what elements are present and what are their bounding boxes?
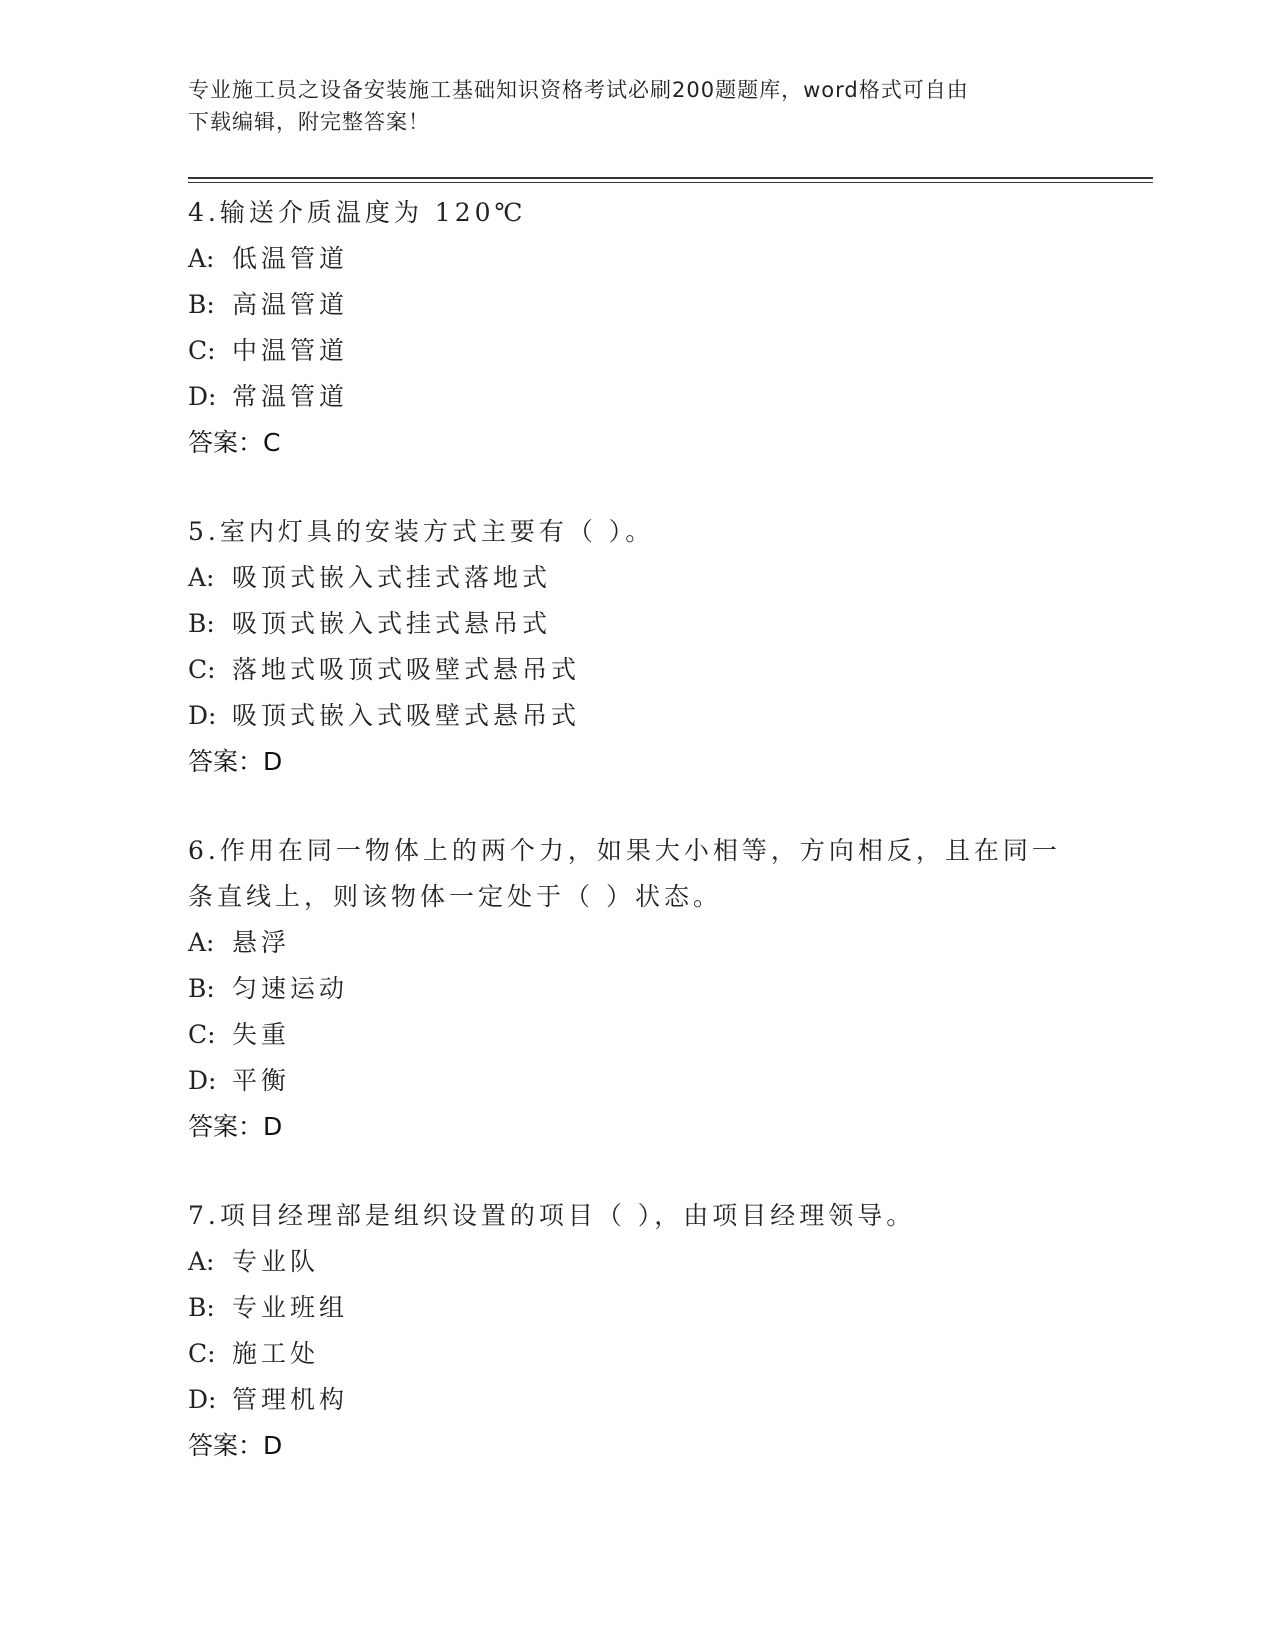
option-key: C: [188,336,216,365]
option-key: B: [188,974,215,1003]
option-a [188,555,1088,601]
answer: 答案：D [188,1431,283,1460]
option-d [188,1058,1088,1104]
option-text: 管理机构 [232,1385,349,1414]
option-key: A: [188,244,215,273]
option-text: 落地式吸顶式吸壁式悬吊式 [232,655,581,684]
question-5 [188,509,1088,785]
option-d [188,693,1088,739]
option-a [188,236,1088,282]
header-line-2: 下载编辑，附完整答案！ [188,110,430,134]
option-key: C: [188,1339,216,1368]
question-6 [188,828,1088,1150]
option-key: B: [188,1293,215,1322]
question-list [188,190,1088,1512]
option-text: 专业班组 [232,1293,349,1322]
option-key: C: [188,655,216,684]
option-b [188,966,1088,1012]
option-a [188,920,1088,966]
option-key: A: [188,928,215,957]
header-divider-thick [188,177,1153,179]
option-key: D: [188,1066,217,1095]
option-key: B: [188,609,215,638]
option-text: 匀速运动 [232,974,349,1003]
header-divider-thin [188,182,1153,183]
option-key: D: [188,701,217,730]
question-title: 5.室内灯具的安装方式主要有（ ）。 [188,517,655,546]
option-d [188,1377,1088,1423]
option-key: D: [188,1385,217,1414]
option-text: 高温管道 [232,290,349,319]
option-key: A: [188,563,215,592]
question-title: 7.项目经理部是组织设置的项目（ ），由项目经理领导。 [188,1201,916,1230]
option-b [188,282,1088,328]
option-a [188,1239,1088,1285]
option-text: 吸顶式嵌入式挂式悬吊式 [232,609,552,638]
document-header [188,74,1088,138]
option-text: 平衡 [232,1066,291,1095]
answer: 答案：C [188,428,281,457]
question-7 [188,1193,1088,1469]
option-text: 失重 [232,1020,291,1049]
option-d [188,374,1088,420]
question-title: 4.输送介质温度为 120℃ [188,198,527,227]
option-text: 低温管道 [232,244,349,273]
option-c [188,647,1088,693]
option-text: 悬浮 [232,928,291,957]
option-key: C: [188,1020,216,1049]
option-text: 吸顶式嵌入式吸壁式悬吊式 [232,701,581,730]
question-4 [188,190,1088,466]
option-c [188,328,1088,374]
option-text: 常温管道 [232,382,349,411]
option-key: B: [188,290,215,319]
answer: 答案：D [188,1112,283,1141]
option-c [188,1012,1088,1058]
option-key: D: [188,382,217,411]
option-text: 专业队 [232,1247,320,1276]
option-c [188,1331,1088,1377]
answer: 答案：D [188,747,283,776]
option-b [188,601,1088,647]
option-key: A: [188,1247,215,1276]
option-text: 吸顶式嵌入式挂式落地式 [232,563,552,592]
question-title-line-1: 6.作用在同一物体上的两个力，如果大小相等，方向相反，且在同一 [188,836,1061,865]
option-b [188,1285,1088,1331]
option-text: 施工处 [232,1339,320,1368]
question-title-line-2: 条直线上，则该物体一定处于（ ）状态。 [188,882,722,911]
header-line-1: 专业施工员之设备安装施工基础知识资格考试必刷200题题库，word格式可自由 [188,78,969,102]
option-text: 中温管道 [232,336,349,365]
